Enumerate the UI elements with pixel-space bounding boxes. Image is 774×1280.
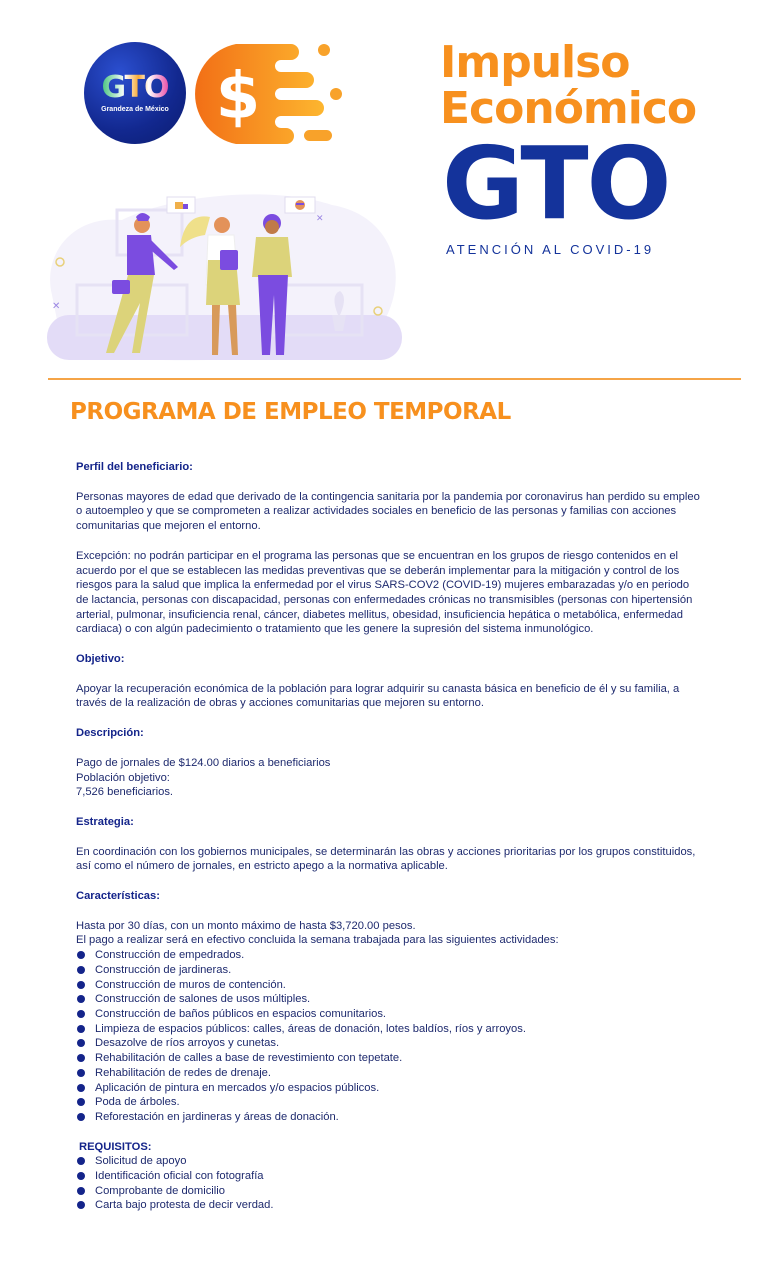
gto-logo-subtitle: Grandeza de México	[101, 106, 169, 113]
excepcion-paragraph: Excepción: no podrán participar en el programa las personas que se encuentran en los grupos de riesgo contenidos en el acuerdo por el que se establecen las medidas preventivas que se deberán implementar para la mitigación y control de los riesgos para la salud que implica la enfermedad por el virus SARS-COV2 (COVID-19) mujeres embarazadas y/o en periodo de lactancia, personas con discapacidad, personas con enfermedades crónicas no transmisibles (personas con hipertensión arterial, pulmonar, insuficiencia renal, cáncer, diabetes mellitus, obesidad, insuficiencia hepática o metabólica, enfermedad cardiaca) o con algún padecimiento o tratamiento que les genere la supresión del sistema inmunológico.	[76, 549, 693, 636]
bullet-icon	[77, 1201, 85, 1209]
svg-text:✕: ✕	[316, 213, 324, 223]
list-item: Solicitud de apoyo	[76, 1154, 701, 1169]
requisitos-list	[76, 1154, 701, 1213]
list-item: Desazolve de ríos arroyos y cunetas.	[76, 1036, 701, 1051]
title-gto: GTO	[442, 125, 670, 242]
descripcion-heading: Descripción:	[76, 727, 144, 740]
requisitos-heading: REQUISITOS:	[79, 1140, 152, 1153]
list-item: Construcción de empedrados.	[76, 948, 701, 963]
list-item: Reforestación en jardineras y áreas de donación.	[76, 1110, 701, 1125]
bullet-icon	[77, 1113, 85, 1121]
bullet-icon	[77, 1039, 85, 1047]
actividades-list	[76, 948, 701, 1124]
title-economico: Económico	[440, 83, 697, 134]
list-item: Construcción de salones de usos múltiples.	[76, 992, 701, 1007]
caracteristicas-heading: Características:	[76, 890, 160, 903]
bullet-icon	[77, 1010, 85, 1018]
list-item: Carta bajo protesta de decir verdad.	[76, 1198, 701, 1213]
descripcion-beneficiarios: 7,526 beneficiarios.	[76, 786, 174, 799]
bullet-icon	[77, 1098, 85, 1106]
dollar-speed-icon	[186, 42, 346, 146]
list-item: Rehabilitación de calles a base de revestimiento con tepetate.	[76, 1051, 701, 1066]
list-item: Rehabilitación de redes de drenaje.	[76, 1066, 701, 1081]
program-title: PROGRAMA DE EMPLEO TEMPORAL	[70, 399, 511, 425]
list-item: Construcción de jardineras.	[76, 963, 701, 978]
caracteristicas-monto: Hasta por 30 días, con un monto máximo de hasta $3,720.00 pesos.	[76, 919, 416, 932]
list-item: Construcción de baños públicos en espacios comunitarios.	[76, 1007, 701, 1022]
objetivo-paragraph: Apoyar la recuperación económica de la población para lograr adquirir su canasta básica en beneficio de él y su familia, a través de la realización de obras y acciones comunitarias que mejoren su entorno.	[76, 682, 680, 710]
list-item: Limpieza de espacios públicos: calles, áreas de donación, lotes baldíos, ríos y arroyos.	[76, 1022, 701, 1037]
bullet-icon	[77, 995, 85, 1003]
title-impulso: Impulso	[440, 37, 630, 88]
list-item: Construcción de muros de contención.	[76, 978, 701, 993]
bullet-icon	[77, 1172, 85, 1180]
people-handshake-illustration	[42, 175, 408, 370]
bullet-icon	[77, 981, 85, 989]
section-divider	[48, 378, 741, 380]
list-item: Comprobante de domicilio	[76, 1184, 701, 1199]
list-item: Aplicación de pintura en mercados y/o espacios públicos.	[76, 1081, 701, 1096]
descripcion-poblacion-label: Población objetivo:	[76, 771, 170, 784]
bullet-icon	[77, 1084, 85, 1092]
program-details	[76, 460, 701, 1228]
estrategia-paragraph: En coordinación con los gobiernos municipales, se determinarán las obras y acciones prioritarias por los grupos constituidos, así como el número de jornales, en estricto apego a la normativa aplicable.	[76, 845, 696, 873]
list-item: Poda de árboles.	[76, 1095, 701, 1110]
bullet-icon	[77, 966, 85, 974]
list-item: Identificación oficial con fotografía	[76, 1169, 701, 1184]
gto-logo-text: GTO	[101, 70, 169, 105]
bullet-icon	[77, 1157, 85, 1165]
bullet-icon	[77, 1025, 85, 1033]
campaign-title	[440, 37, 740, 257]
estrategia-heading: Estrategia:	[76, 815, 134, 828]
perfil-paragraph: Personas mayores de edad que derivado de la contingencia sanitaria por la pandemia por coronavirus han perdido su empleo o autoempleo y que se comprometen a realizar actividades sociales en beneficio de las personas y familias con acciones comunitarias que mejoren el entorno.	[76, 490, 700, 533]
descripcion-pago: Pago de jornales de $124.00 diarios a beneficiarios	[76, 756, 331, 769]
bullet-icon	[77, 1187, 85, 1195]
bullet-icon	[77, 951, 85, 959]
title-covid-subtitle: ATENCIÓN AL COVID-19	[446, 242, 655, 257]
bullet-icon	[77, 1054, 85, 1062]
objetivo-heading: Objetivo:	[76, 653, 125, 666]
caracteristicas-pago: El pago a realizar será en efectivo concluida la semana trabajada para las siguientes actividades:	[76, 934, 559, 947]
bullet-icon	[77, 1069, 85, 1077]
svg-text:✕: ✕	[52, 301, 61, 312]
gto-logo	[84, 42, 186, 144]
dollar-symbol: $	[215, 60, 261, 134]
perfil-heading: Perfil del beneficiario:	[76, 461, 193, 473]
